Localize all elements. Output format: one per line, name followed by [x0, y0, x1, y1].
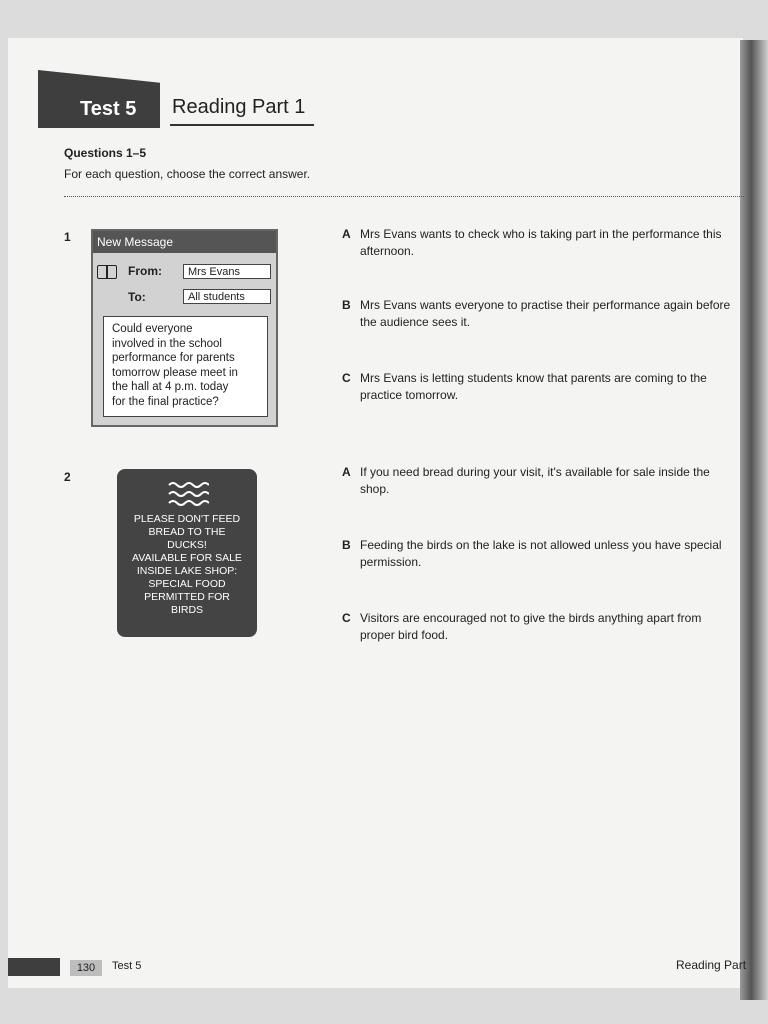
address-book-icon	[97, 265, 117, 279]
option-text: Mrs Evans wants everyone to practise their performance again before the audience sees it.	[360, 298, 731, 329]
message-line: Could everyone	[112, 323, 193, 335]
test-label: Test 5	[80, 98, 137, 120]
q2-option-a[interactable]	[342, 464, 732, 498]
notice-sign	[117, 469, 257, 637]
from-field: Mrs Evans	[183, 264, 271, 279]
option-letter: B	[342, 298, 351, 312]
book-edge	[740, 40, 768, 1000]
sign-line: PERMITTED FOR	[144, 591, 230, 603]
part-title: Reading Part 1	[172, 96, 306, 118]
from-label: From:	[128, 264, 162, 278]
page-number: 130	[70, 960, 102, 976]
option-letter: A	[342, 227, 351, 241]
message-line: for the final practice?	[112, 395, 219, 408]
sign-line: DUCKS!	[167, 539, 207, 551]
option-text: Feeding the birds on the lake is not allowed unless you have special permission.	[360, 538, 722, 569]
option-letter: C	[342, 371, 351, 385]
questions-title: Questions 1–5	[64, 146, 147, 160]
sign-line: BREAD TO THE	[148, 526, 226, 538]
water-waves-icon	[165, 479, 209, 509]
option-text: If you need bread during your visit, it's available for sale inside the shop.	[360, 465, 710, 496]
sign-line: PLEASE DON'T FEED	[133, 513, 241, 525]
message-line: performance for parents	[112, 352, 235, 364]
sign-line: AVAILABLE FOR SALE	[132, 552, 242, 564]
to-field: All students	[183, 289, 271, 304]
title-underline	[170, 124, 314, 126]
message-line: the hall at 4 p.m. today	[112, 381, 229, 393]
option-text: Mrs Evans is letting students know that parents are coming to the practice tomorrow.	[360, 371, 707, 402]
sign-line: INSIDE LAKE SHOP:	[136, 565, 238, 577]
q2-option-c[interactable]	[342, 610, 732, 644]
message-line: tomorrow please meet in	[112, 366, 238, 379]
q1-option-c[interactable]	[342, 370, 732, 404]
sign-line: SPECIAL FOOD	[148, 578, 226, 590]
message-body	[103, 316, 268, 417]
q1-option-a[interactable]	[342, 226, 732, 260]
to-label: To:	[128, 290, 146, 304]
instruction: For each question, choose the correct answer.	[64, 167, 311, 181]
message-window	[91, 229, 278, 427]
option-text: Visitors are encouraged not to give the birds anything apart from proper bird food.	[360, 611, 702, 642]
footer-section-label: Reading Part	[676, 958, 747, 972]
dotted-divider	[64, 196, 744, 197]
question-2-number: 2	[64, 470, 71, 484]
q2-option-b[interactable]	[342, 537, 732, 571]
message-title: New Message	[93, 231, 276, 253]
question-1-number: 1	[64, 230, 71, 244]
message-line: involved in the school	[112, 337, 222, 350]
sign-line: BIRDS	[170, 604, 204, 616]
option-letter: B	[342, 538, 351, 552]
footer-bar	[8, 958, 60, 976]
option-letter: C	[342, 611, 351, 625]
q1-option-b[interactable]	[342, 297, 732, 331]
option-text: Mrs Evans wants to check who is taking part in the performance this afternoon.	[360, 227, 722, 258]
option-letter: A	[342, 465, 351, 479]
footer-test-label: Test 5	[112, 960, 142, 972]
